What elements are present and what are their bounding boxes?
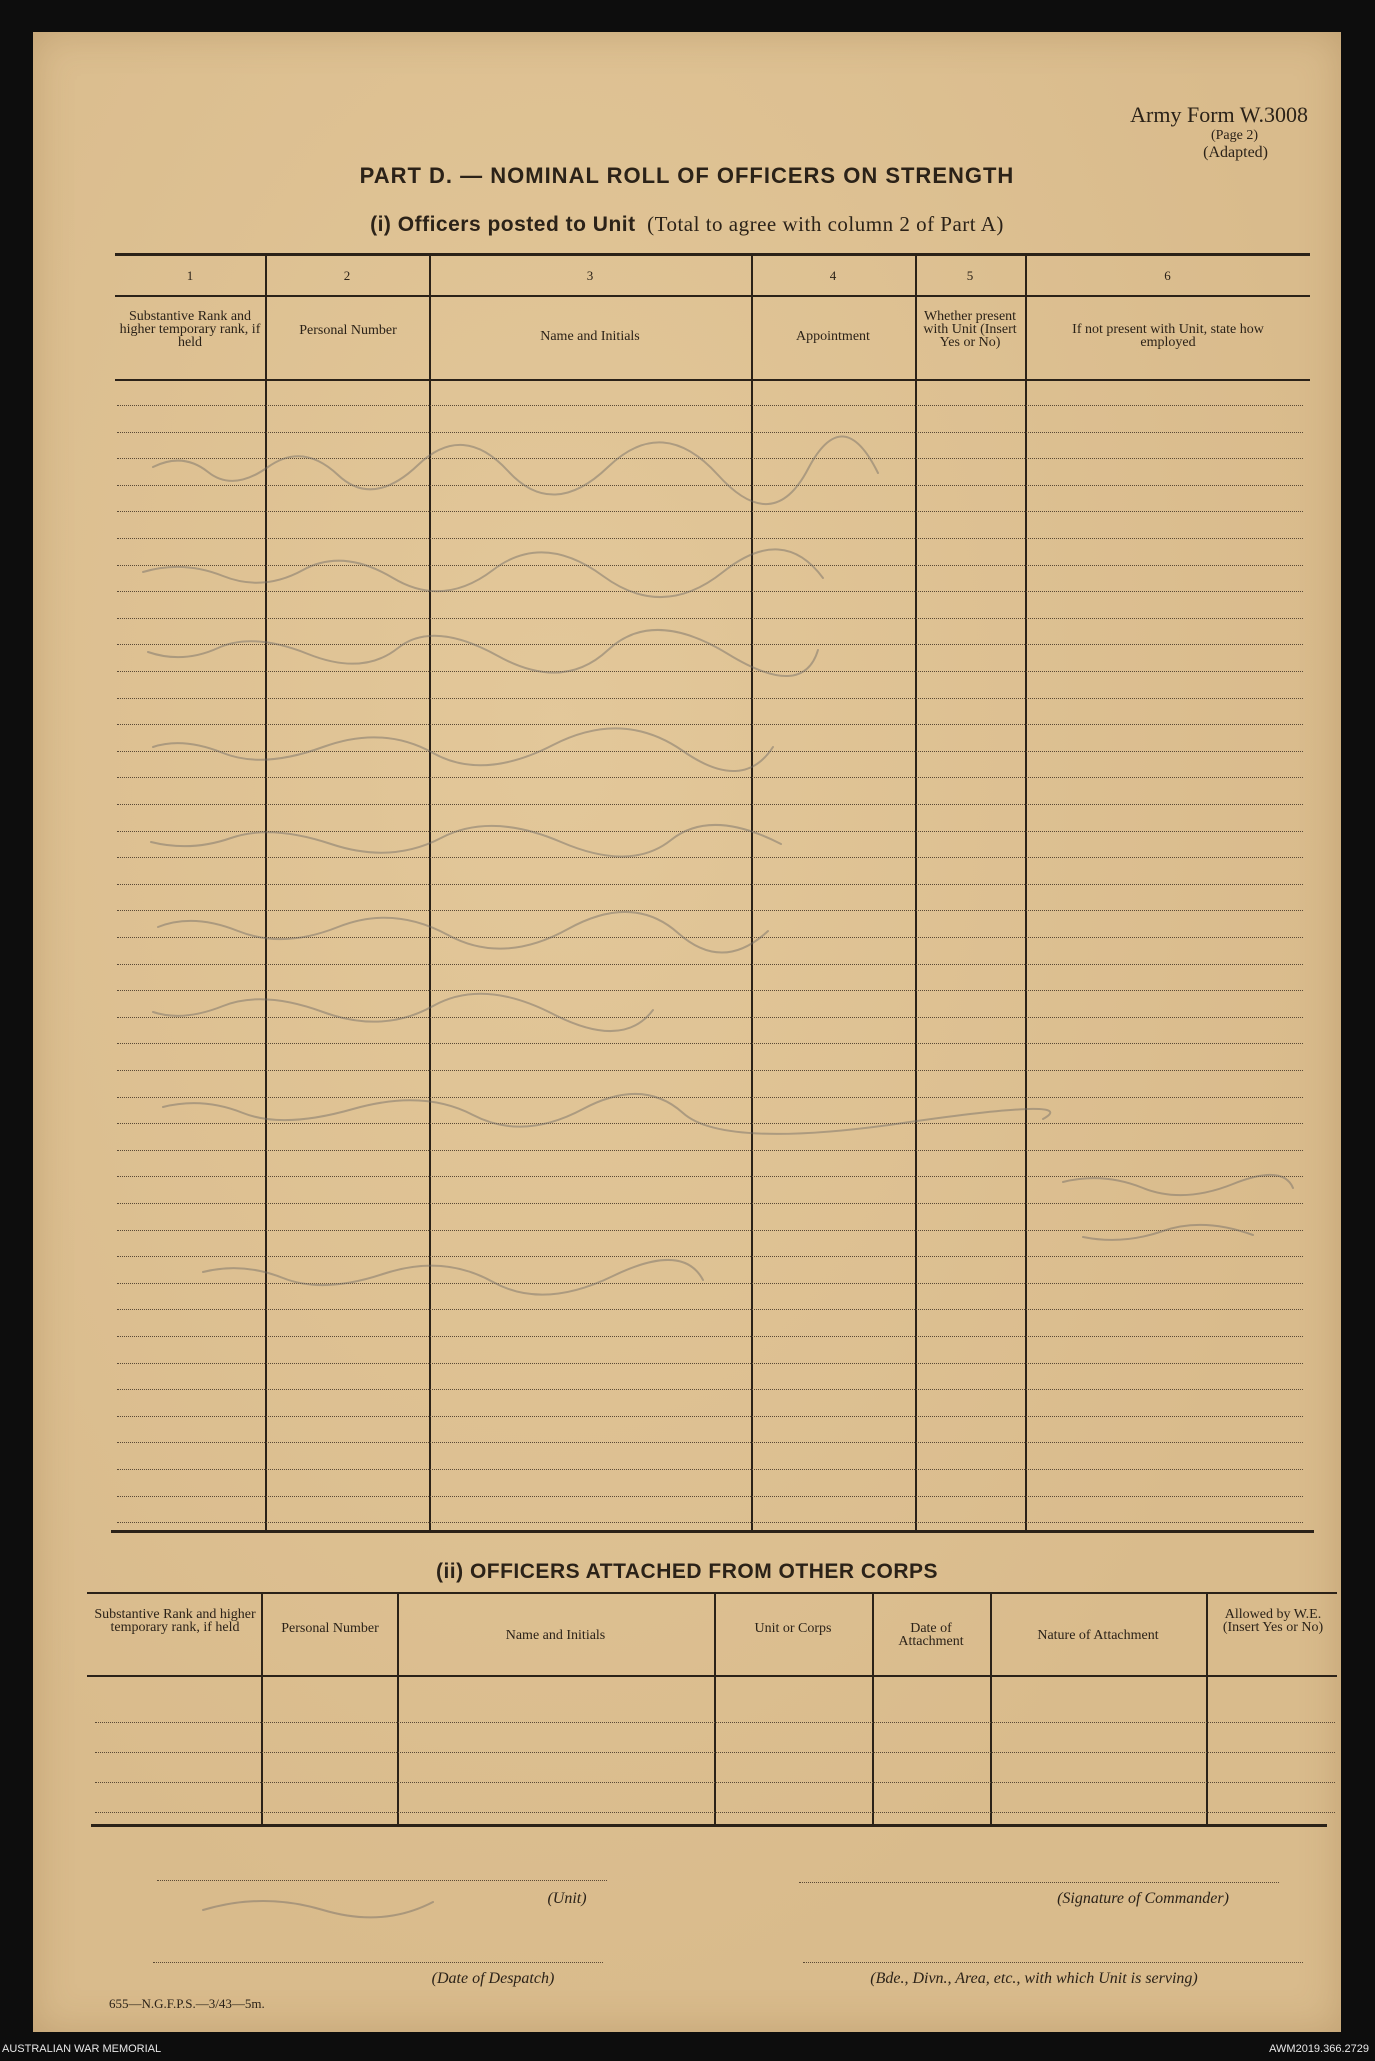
ruled-row [117,1070,1303,1071]
ruled-row [95,1722,1335,1723]
table1-col-divider [265,256,267,1532]
form-adapted-note: (Adapted) [1203,144,1268,161]
header-present: Whether present with Unit (Insert Yes or No) [923,309,1017,350]
ruled-row [117,1283,1303,1284]
serving-label: (Bde., Divn., Area, etc., with which Unit is serving) [870,1970,1198,1987]
section2-title: (ii) OFFICERS ATTACHED FROM OTHER CORPS [435,1560,939,1583]
col-number-6: 6 [1164,268,1171,283]
col-number-1: 1 [186,268,194,283]
table2-col-divider [872,1592,874,1825]
header-name-initials: Name and Initials [540,329,640,344]
ruled-row [117,884,1303,885]
ruled-row [117,565,1303,566]
col-number-3: 3 [586,268,594,283]
table1-number-rule [115,295,1310,297]
ruled-row [117,857,1303,858]
ruled-row [117,990,1303,991]
ruled-row [95,1812,1335,1813]
ruled-row [95,1752,1335,1753]
ruled-row [117,831,1303,832]
ruled-row [117,910,1303,911]
ruled-row [117,937,1303,938]
att-header-rank: Substantive Rank and higher temporary rank, if held [94,1607,256,1635]
table2-col-divider [261,1592,263,1825]
ruled-row [117,432,1303,433]
form-identifier [1038,102,1308,162]
ruled-row [95,1782,1335,1783]
att-header-name-initials: Name and Initials [505,1628,606,1643]
ruled-row [117,964,1303,965]
ruled-row [117,751,1303,752]
table1-bottom-rule [111,1530,1314,1533]
header-personal-number: Personal Number [299,323,397,338]
unit-label: (Unit) [547,1890,587,1907]
ruled-row [117,1416,1303,1417]
col-number-5: 5 [966,268,974,283]
att-header-allowed: Allowed by W.E. (Insert Yes or No) [1222,1607,1324,1635]
section1-title-bold: (i) Officers posted to Unit [370,213,636,236]
form-page-number: (Page 2) [1210,128,1258,143]
col-number-2: 2 [343,268,351,283]
table2-col-divider [397,1592,399,1825]
ruled-row [117,671,1303,672]
ruled-row [117,1123,1303,1124]
ruled-row [117,698,1303,699]
table1-col-divider [751,256,753,1532]
signature-line [799,1882,1279,1883]
serving-line [803,1962,1303,1963]
ruled-row [117,1496,1303,1497]
ruled-row [117,1176,1303,1177]
despatch-line [153,1962,603,1963]
ruled-row [117,1203,1303,1204]
att-header-date: Date of Attachment [898,1621,964,1649]
page-title: PART D. — NOMINAL ROLL OF OFFICERS ON STRENGTH [359,163,1015,188]
table2-header-rule [87,1675,1337,1677]
signature-label: (Signature of Commander) [1057,1890,1229,1907]
ruled-row [117,1522,1303,1523]
header-appointment: Appointment [796,329,870,344]
ruled-row [117,1256,1303,1257]
despatch-label: (Date of Despatch) [431,1970,555,1987]
ruled-row [117,777,1303,778]
header-not-present: If not present with Unit, state how employed [1072,322,1264,350]
table2-col-divider [1206,1592,1208,1825]
table1-col-divider [429,256,431,1532]
ruled-row [117,1309,1303,1310]
ruled-row [117,644,1303,645]
ruled-row [117,1363,1303,1364]
ruled-row [117,618,1303,619]
ruled-row [117,1230,1303,1231]
printer-code: 655—N.G.F.P.S.—3/43—5m. [109,1996,265,2011]
form-page [33,32,1341,2032]
table2-col-divider [714,1592,716,1825]
ruled-row [117,538,1303,539]
ruled-row [117,1150,1303,1151]
col-number-4: 4 [829,268,837,283]
ruled-row [117,591,1303,592]
section1-title-note: (Total to agree with column 2 of Part A) [647,212,1004,236]
att-header-nature: Nature of Attachment [1037,1628,1159,1643]
table2-top-rule [87,1592,1337,1594]
ruled-row [117,511,1303,512]
table2-col-divider [990,1592,992,1825]
ruled-row [117,458,1303,459]
header-rank: Substantive Rank and higher temporary rank, if held [119,309,261,350]
table2-bottom-rule [91,1824,1327,1827]
unit-line [157,1880,607,1881]
ruled-row [117,724,1303,725]
section1-title [33,212,1341,237]
ruled-row [117,405,1303,406]
ruled-row [117,1469,1303,1470]
ruled-row [117,1442,1303,1443]
ruled-row [117,1389,1303,1390]
table1-header-rule [115,379,1310,381]
att-header-unit-corps: Unit or Corps [754,1621,832,1636]
form-name: Army Form W.3008 [1130,102,1308,127]
ruled-row [117,1017,1303,1018]
ruled-row [117,1043,1303,1044]
att-header-personal-number: Personal Number [281,1621,379,1636]
archive-id: AWM2019.366.2729 [1269,2043,1369,2055]
table1-top-rule [115,253,1310,256]
ruled-row [117,1336,1303,1337]
table1-col-divider [1025,256,1027,1532]
ruled-row [117,485,1303,486]
ruled-row [117,1097,1303,1098]
ruled-row [117,804,1303,805]
archive-credit: AUSTRALIAN WAR MEMORIAL [2,2043,162,2055]
table1-col-divider [915,256,917,1532]
